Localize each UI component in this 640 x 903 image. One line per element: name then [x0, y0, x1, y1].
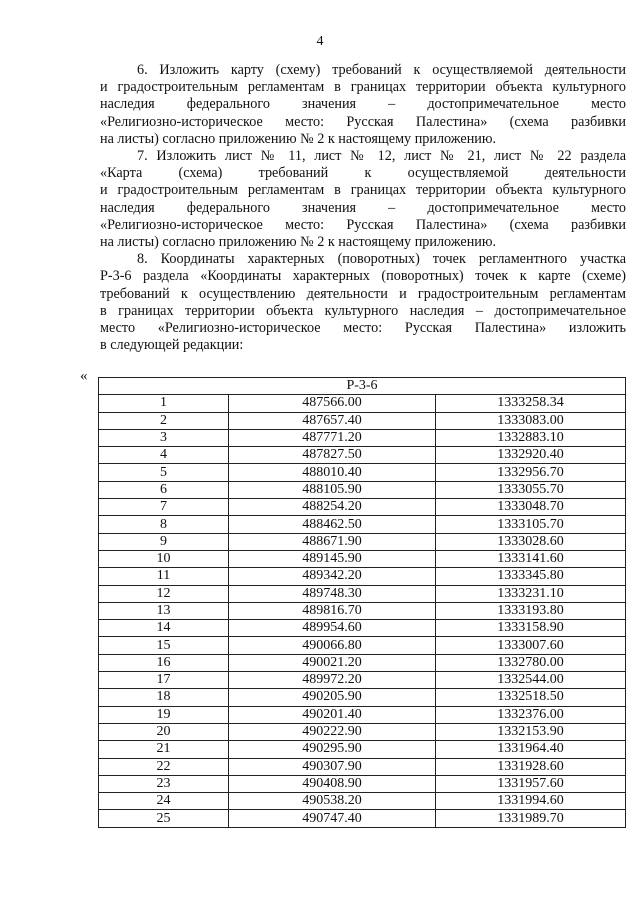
coordinate-y: 1332544.00: [436, 672, 626, 689]
coordinate-x: 489954.60: [229, 620, 436, 637]
coordinate-y: 1333193.80: [436, 602, 626, 619]
table-row: [99, 585, 626, 602]
coordinate-x: 489145.90: [229, 550, 436, 567]
table-row: [99, 741, 626, 758]
table-row: [99, 637, 626, 654]
point-number: 14: [99, 620, 229, 637]
point-number: 25: [99, 810, 229, 827]
coordinate-y: 1333158.90: [436, 620, 626, 637]
coordinate-x: 490201.40: [229, 706, 436, 723]
table-row: [99, 395, 626, 412]
point-number: 5: [99, 464, 229, 481]
coordinate-y: 1332518.50: [436, 689, 626, 706]
coordinate-y: 1331994.60: [436, 793, 626, 810]
coordinate-y: 1331989.70: [436, 810, 626, 827]
page-number: 4: [316, 34, 324, 49]
table-row: [99, 447, 626, 464]
coordinate-x: 488671.90: [229, 533, 436, 550]
table-row: [99, 672, 626, 689]
coordinate-y: 1332883.10: [436, 429, 626, 446]
text-line: в границах территории объекта культурного наследия – достопримечательное: [100, 302, 626, 319]
coordinate-x: 488254.20: [229, 499, 436, 516]
point-number: 15: [99, 637, 229, 654]
coordinate-x: 487771.20: [229, 429, 436, 446]
point-number: 19: [99, 706, 229, 723]
coordinate-x: 489816.70: [229, 602, 436, 619]
coordinate-y: 1333007.60: [436, 637, 626, 654]
table-title: Р-3-6: [99, 378, 626, 395]
point-number: 7: [99, 499, 229, 516]
coordinates-table: [98, 377, 626, 828]
point-number: 1: [99, 395, 229, 412]
coordinate-y: 1333345.80: [436, 568, 626, 585]
text-line: 8. Координаты характерных (поворотных) точек регламентного участка: [137, 251, 626, 268]
point-number: 18: [99, 689, 229, 706]
text-line: наследия федерального значения – достопримечательное место: [100, 96, 626, 113]
table-row: [99, 654, 626, 671]
point-number: 10: [99, 550, 229, 567]
text-line: «Религиозно-историческое место: Русская Палестина» (схема разбивки: [100, 216, 626, 233]
text-line: и градостроительным регламентам в границах территории объекта культурного: [100, 182, 626, 199]
point-number: 22: [99, 758, 229, 775]
table-row: [99, 723, 626, 740]
table-row: [99, 689, 626, 706]
coordinate-x: 490538.20: [229, 793, 436, 810]
point-number: 16: [99, 654, 229, 671]
coordinate-y: 1332920.40: [436, 447, 626, 464]
coordinate-y: 1331928.60: [436, 758, 626, 775]
coordinate-y: 1333083.00: [436, 412, 626, 429]
table-row: [99, 516, 626, 533]
point-number: 24: [99, 793, 229, 810]
table-row: [99, 533, 626, 550]
coordinate-y: 1332376.00: [436, 706, 626, 723]
coordinate-y: 1331957.60: [436, 775, 626, 792]
table-row: [99, 810, 626, 827]
coordinate-x: 489972.20: [229, 672, 436, 689]
table-row: [99, 499, 626, 516]
table-row: [99, 758, 626, 775]
point-number: 12: [99, 585, 229, 602]
text-line: «Религиозно-историческое место: Русская Палестина» (схема разбивки: [100, 113, 626, 130]
coordinate-x: 490295.90: [229, 741, 436, 758]
coordinate-y: 1333231.10: [436, 585, 626, 602]
table-row: [99, 429, 626, 446]
coordinate-x: 490307.90: [229, 758, 436, 775]
point-number: 21: [99, 741, 229, 758]
coordinate-x: 490021.20: [229, 654, 436, 671]
table-row: [99, 412, 626, 429]
coordinate-x: 488462.50: [229, 516, 436, 533]
coordinate-x: 490408.90: [229, 775, 436, 792]
coordinate-x: 490747.40: [229, 810, 436, 827]
coordinate-y: 1331964.40: [436, 741, 626, 758]
text-line: на листы) согласно приложению № 2 к настоящему приложению.: [100, 130, 497, 147]
table-row: [99, 602, 626, 619]
point-number: 4: [99, 447, 229, 464]
coordinate-x: 487566.00: [229, 395, 436, 412]
coordinate-x: 487827.50: [229, 447, 436, 464]
body-text: [100, 62, 626, 354]
coordinate-x: 488105.90: [229, 481, 436, 498]
coordinate-y: 1333048.70: [436, 499, 626, 516]
coordinate-y: 1332153.90: [436, 723, 626, 740]
table-row: [99, 464, 626, 481]
coordinate-y: 1333141.60: [436, 550, 626, 567]
text-line: 6. Изложить карту (схему) требований к осуществляемой деятельности: [137, 62, 626, 78]
table-row: [99, 620, 626, 637]
text-line: 7. Изложить лист № 11, лист № 12, лист № 21, лист № 22 раздела: [137, 148, 626, 165]
coordinate-x: 490066.80: [229, 637, 436, 654]
point-number: 8: [99, 516, 229, 533]
text-line: Р-3-6 раздела «Координаты характерных (поворотных) точек к карте (схеме): [100, 268, 626, 285]
text-line: «Карта (схема) требований к осуществляемой деятельности: [100, 165, 626, 182]
coordinate-y: 1333258.34: [436, 395, 626, 412]
point-number: 11: [99, 568, 229, 585]
paragraph: [100, 62, 626, 148]
coordinate-y: 1333105.70: [436, 516, 626, 533]
table-row: [99, 793, 626, 810]
coordinate-x: 490222.90: [229, 723, 436, 740]
coordinate-x: 489342.20: [229, 568, 436, 585]
coordinate-y: 1332780.00: [436, 654, 626, 671]
coordinate-y: 1332956.70: [436, 464, 626, 481]
table-row: [99, 706, 626, 723]
text-line: место «Религиозно-историческое место: Русская Палестина» изложить: [100, 320, 626, 337]
text-line: и градостроительным регламентам в границах территории объекта культурного: [100, 79, 626, 96]
point-number: 17: [99, 672, 229, 689]
point-number: 20: [99, 723, 229, 740]
point-number: 2: [99, 412, 229, 429]
opening-quote: «: [80, 368, 88, 384]
table-title-row: [99, 378, 626, 395]
point-number: 13: [99, 602, 229, 619]
point-number: 23: [99, 775, 229, 792]
paragraph: [100, 148, 626, 251]
coordinate-x: 490205.90: [229, 689, 436, 706]
text-line: наследия федерального значения – достопримечательное место: [100, 199, 626, 216]
table-row: [99, 775, 626, 792]
coordinate-y: 1333028.60: [436, 533, 626, 550]
text-line: на листы) согласно приложению № 2 к настоящему приложению.: [100, 234, 497, 251]
point-number: 9: [99, 533, 229, 550]
table-row: [99, 481, 626, 498]
coordinate-x: 488010.40: [229, 464, 436, 481]
table-row: [99, 550, 626, 567]
coordinate-x: 489748.30: [229, 585, 436, 602]
paragraph: [100, 251, 626, 354]
point-number: 6: [99, 481, 229, 498]
point-number: 3: [99, 429, 229, 446]
coordinate-x: 487657.40: [229, 412, 436, 429]
coordinate-y: 1333055.70: [436, 481, 626, 498]
table-row: [99, 568, 626, 585]
text-line: в следующей редакции:: [100, 337, 244, 354]
text-line: требований к осуществлению деятельности и градостроительным регламентам: [100, 285, 626, 302]
